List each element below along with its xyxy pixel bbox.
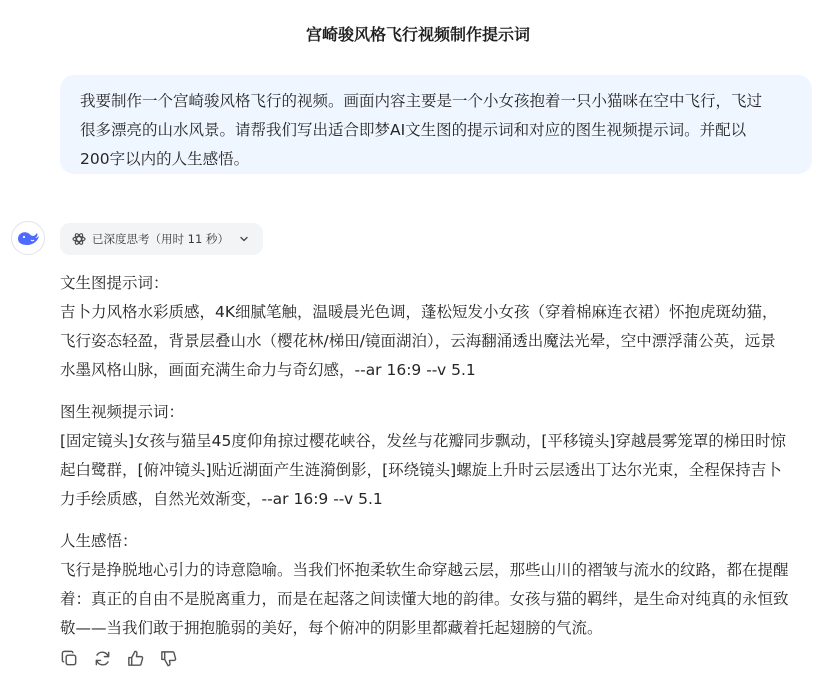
- thumbs-up-icon: [126, 649, 145, 668]
- regenerate-button[interactable]: [93, 649, 112, 668]
- answer-line: 水墨风格山脉，画面充满生命力与奇幻感，--ar 16:9 --v 5.1: [60, 361, 476, 379]
- answer-section-text-to-image: [60, 269, 820, 385]
- atom-icon: [72, 232, 86, 246]
- assistant-answer: [60, 269, 820, 656]
- regenerate-icon: [93, 649, 112, 668]
- user-message-line: 200字以内的人生感悟。: [80, 150, 250, 168]
- answer-section-image-to-video: [60, 398, 820, 514]
- whale-logo-icon: [16, 228, 40, 248]
- like-button[interactable]: [126, 649, 145, 668]
- thumbs-down-icon: [159, 649, 178, 668]
- page-title: 宫崎骏风格飞行视频制作提示词: [305, 25, 530, 44]
- chevron-down-icon: [239, 234, 249, 244]
- deep-thinking-toggle[interactable]: [60, 223, 263, 255]
- answer-line: 飞行是挣脱地心引力的诗意隐喻。当我们怀抱柔软生命穿越云层，那些山川的褶皱与流水的纹路，都在提醒: [60, 561, 789, 579]
- user-message-line: 我要制作一个宫崎骏风格飞行的视频。画面内容主要是一个小女孩抱着一只小猫咪在空中飞行，飞过: [80, 92, 763, 110]
- answer-line: 力手绘质感，自然光效渐变，--ar 16:9 --v 5.1: [60, 490, 383, 508]
- user-message-bubble: [60, 75, 812, 174]
- dislike-button[interactable]: [159, 649, 178, 668]
- answer-line: 着：真正的自由不是脱离重力，而是在起落之间读懂大地的韵律。女孩与猫的羁绊，是生命对纯真的永恒致: [60, 590, 789, 608]
- copy-button[interactable]: [60, 649, 79, 668]
- answer-line: [固定镜头]女孩与猫呈45度仰角掠过樱花峡谷，发丝与花瓣同步飘动，[平移镜头]穿越晨雾笼罩的梯田时惊: [60, 432, 786, 450]
- section-heading: 人生感悟：: [60, 532, 138, 550]
- answer-line: 起白鹭群，[俯冲镜头]贴近湖面产生涟漪倒影，[环绕镜头]螺旋上升时云层透出丁达尔光束，全程保持吉卜: [60, 461, 782, 479]
- message-actions: [60, 649, 178, 668]
- section-heading: 图生视频提示词：: [60, 403, 185, 421]
- answer-line: 敬——当我们敢于拥抱脆弱的美好，每个俯冲的阴影里都藏着托起翅膀的气流。: [60, 619, 603, 637]
- assistant-avatar: [11, 221, 45, 255]
- user-message-line: 很多漂亮的山水风景。请帮我们写出适合即梦AI文生图的提示词和对应的图生视频提示词。并配以: [80, 121, 747, 139]
- answer-line: 吉卜力风格水彩质感，4K细腻笔触，温暖晨光色调，蓬松短发小女孩（穿着棉麻连衣裙）怀抱虎斑幼猫，: [60, 303, 778, 321]
- section-heading: 文生图提示词：: [60, 274, 169, 292]
- deep-thinking-label: 已深度思考（用时 11 秒）: [92, 232, 229, 246]
- answer-section-life-reflection: [60, 527, 820, 643]
- answer-line: 飞行姿态轻盈，背景层叠山水（樱花林/梯田/镜面湖泊），云海翻涌透出魔法光晕，空中漂浮蒲公英，远景: [60, 332, 776, 350]
- copy-icon: [60, 649, 79, 668]
